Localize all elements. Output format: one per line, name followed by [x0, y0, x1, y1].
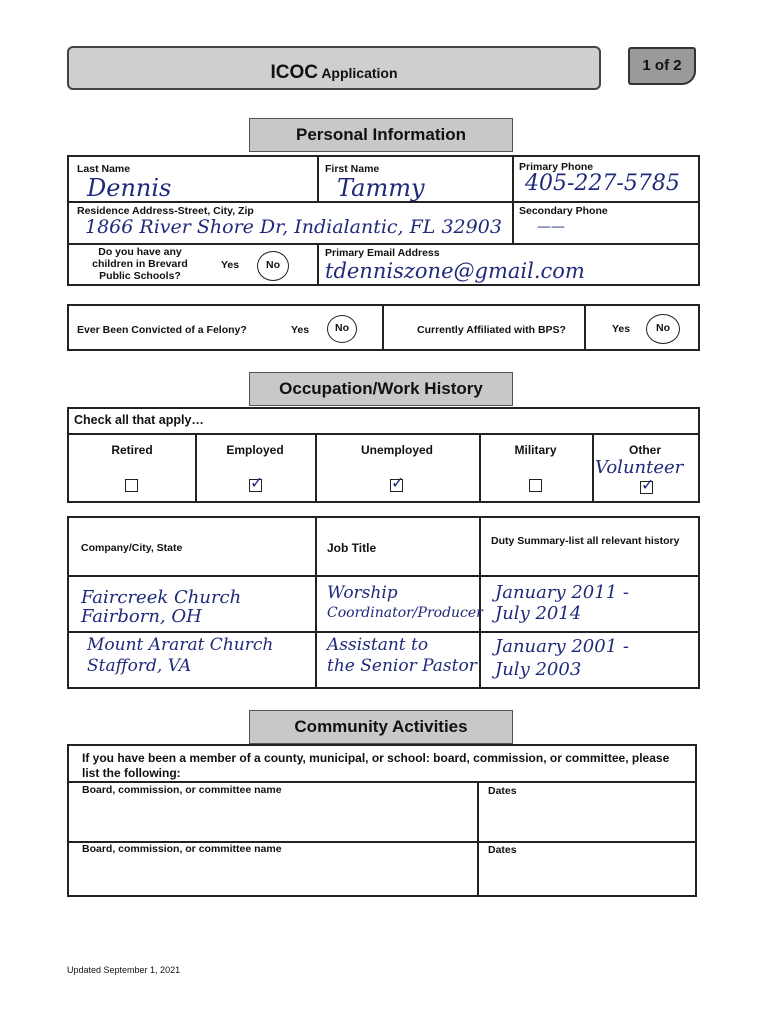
- bps-question: Currently Affiliated with BPS?: [417, 324, 566, 336]
- personal-info-box: [67, 155, 700, 286]
- bps-yes-option[interactable]: Yes: [612, 323, 631, 335]
- children-question: Do you have any children in Brevard Public Schools?: [92, 246, 188, 282]
- employed-checkbox[interactable]: [249, 475, 264, 492]
- unemployed-label: Unemployed: [360, 443, 433, 457]
- board-name-label-1: Board, commission, or committee name: [82, 784, 282, 796]
- military-label: Military: [514, 443, 557, 457]
- children-no-option-circled[interactable]: No: [257, 251, 289, 281]
- employed-label: Employed: [226, 443, 284, 457]
- unemployed-checkbox[interactable]: [390, 475, 405, 492]
- table-row-1-duty[interactable]: January 2011 - July 2014: [495, 582, 629, 624]
- work-history-table: [67, 516, 700, 689]
- company-header: Company/City, State: [81, 542, 183, 554]
- occupation-box: [67, 407, 700, 503]
- first-name-label: First Name: [325, 163, 380, 175]
- secondary-phone-label: Secondary Phone: [519, 205, 608, 217]
- address-field[interactable]: 1866 River Shore Dr, Indialantic, FL 32903: [85, 216, 502, 238]
- felony-no-option-circled[interactable]: No: [327, 315, 357, 343]
- email-label: Primary Email Address: [325, 247, 440, 259]
- retired-label: Retired: [111, 443, 153, 457]
- other-checkbox[interactable]: [640, 477, 655, 494]
- retired-checkbox[interactable]: [125, 479, 138, 492]
- job-title-header: Job Title: [327, 541, 377, 555]
- board-name-field-1[interactable]: [82, 798, 472, 838]
- page-badge: 1 of 2: [628, 47, 696, 85]
- other-note[interactable]: Volunteer: [595, 457, 684, 478]
- community-intro: If you have been a member of a county, municipal, or school: board, commission, or committee, please list the following:: [82, 751, 670, 780]
- primary-phone-label: Primary Phone: [519, 161, 594, 173]
- table-row-2-company[interactable]: Mount Ararat Church Stafford, VA: [87, 635, 274, 676]
- table-row-1-title[interactable]: Worship Coordinator/Producer: [327, 583, 483, 621]
- board-name-field-2[interactable]: [82, 857, 472, 893]
- secondary-phone-field[interactable]: ——: [537, 219, 565, 235]
- duty-summary-header: Duty Summary-list all relevant history: [491, 535, 680, 547]
- unemployed-check-mark: ✓: [391, 475, 405, 492]
- updated-date: Updated September 1, 2021: [67, 965, 181, 975]
- last-name-label: Last Name: [77, 163, 131, 175]
- felony-yes-option[interactable]: Yes: [291, 324, 310, 336]
- table-row-1-company[interactable]: Faircreek Church Fairborn, OH: [81, 587, 242, 627]
- address-label: Residence Address-Street, City, Zip: [77, 205, 254, 217]
- other-check-mark: ✓: [641, 477, 655, 494]
- military-checkbox[interactable]: [529, 479, 542, 492]
- board-name-label-2: Board, commission, or committee name: [82, 843, 282, 855]
- check-all-prompt: Check all that apply…: [74, 413, 204, 427]
- other-label: Other: [628, 443, 661, 457]
- dates-label-2: Dates: [488, 844, 517, 856]
- felony-bps-box: [67, 304, 700, 351]
- dates-field-2[interactable]: [488, 857, 688, 893]
- first-name-field[interactable]: Tammy: [337, 174, 425, 202]
- employed-check-mark: ✓: [250, 475, 264, 492]
- felony-question: Ever Been Convicted of a Felony?: [77, 324, 247, 336]
- application-title: ICOC Application: [270, 62, 398, 83]
- email-field[interactable]: tdenniszone@gmail.com: [325, 259, 585, 283]
- dates-label-1: Dates: [488, 785, 517, 797]
- application-title-bar: [67, 46, 601, 90]
- personal-info-heading: Personal Information: [249, 118, 513, 152]
- table-row-2-duty[interactable]: January 2001 - July 2003: [495, 636, 629, 680]
- children-yes-option[interactable]: Yes: [221, 259, 240, 271]
- bps-no-option-circled[interactable]: No: [646, 314, 680, 344]
- primary-phone-field[interactable]: 405-227-5785: [525, 171, 680, 196]
- last-name-field[interactable]: Dennis: [87, 174, 172, 202]
- occupation-heading: Occupation/Work History: [249, 372, 513, 406]
- dates-field-1[interactable]: [488, 798, 688, 838]
- table-row-2-title[interactable]: Assistant to the Senior Pastor: [327, 635, 477, 676]
- community-box: [67, 744, 697, 897]
- community-heading: Community Activities: [249, 710, 513, 744]
